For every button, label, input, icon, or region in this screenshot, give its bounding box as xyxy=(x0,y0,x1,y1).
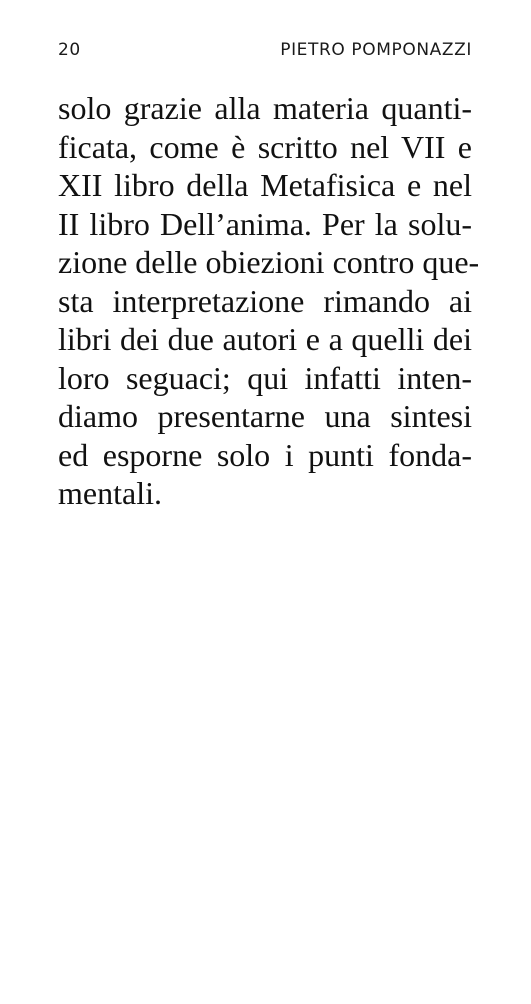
page-number: 20 xyxy=(58,40,81,60)
text-line: XII libro della Metafisica e nel xyxy=(58,167,472,203)
running-head xyxy=(58,40,472,66)
text-line: II libro Dell’anima. Per la solu- xyxy=(58,205,472,242)
body-paragraph xyxy=(58,89,480,513)
text-line: diamo presentarne una sintesi xyxy=(58,398,472,434)
text-line: solo grazie alla materia quanti- xyxy=(58,90,472,126)
text-line: ficata, come è scritto nel VII e xyxy=(58,128,472,165)
running-title: PIETRO POMPONAZZI xyxy=(280,40,472,60)
text-line: sta interpretazione rimando ai xyxy=(58,282,472,319)
text-line: mentali. xyxy=(58,475,162,511)
text-line: ed esporne solo i punti fonda- xyxy=(58,436,472,473)
text-line: loro seguaci; qui infatti inten- xyxy=(58,359,472,396)
text-line: zione delle obiezioni contro que- xyxy=(58,244,480,280)
text-line: libri dei due autori e a quelli dei xyxy=(58,321,472,357)
